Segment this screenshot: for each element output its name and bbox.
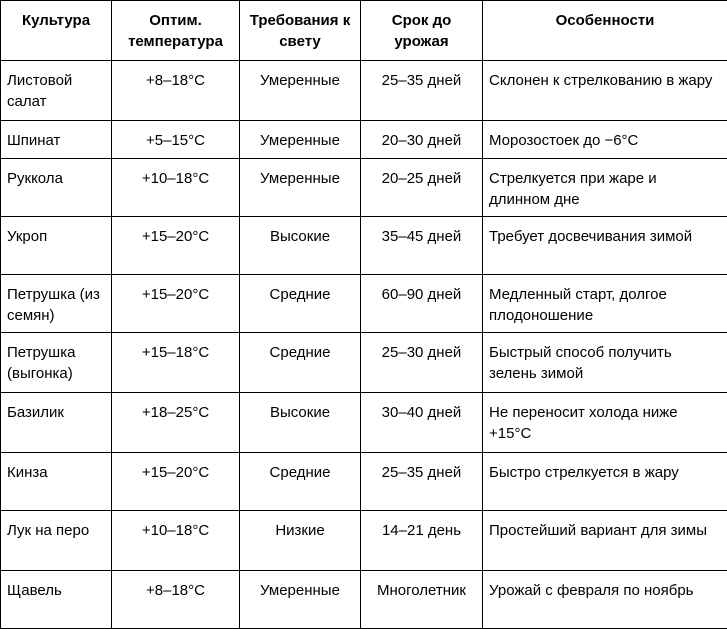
- cell-harvest-time: 30–40 дней: [361, 393, 483, 453]
- cell-light: Низкие: [240, 511, 361, 571]
- cell-features: Не переносит холода ниже +15°C: [483, 393, 727, 453]
- cell-light: Умеренные: [240, 121, 361, 159]
- cell-features: Стрелкуется при жаре и длинном дне: [483, 159, 727, 217]
- cell-harvest-time: 60–90 дней: [361, 275, 483, 333]
- cell-features: Быстро стрелкуется в жару: [483, 453, 727, 511]
- header-row: [1, 1, 727, 61]
- cell-harvest-time: 25–35 дней: [361, 453, 483, 511]
- table-row: [1, 159, 727, 217]
- cell-harvest-time: 14–21 день: [361, 511, 483, 571]
- cell-features: Требует досвечивания зимой: [483, 217, 727, 275]
- table-row: [1, 275, 727, 333]
- cell-features: Простейший вариант для зимы: [483, 511, 727, 571]
- cell-features: Быстрый способ получить зелень зимой: [483, 333, 727, 393]
- cell-features: Медленный старт, долгое плодоношение: [483, 275, 727, 333]
- cell-culture: Петрушка (выгонка): [1, 333, 112, 393]
- cell-light: Высокие: [240, 393, 361, 453]
- cell-harvest-time: 20–30 дней: [361, 121, 483, 159]
- table-row: [1, 333, 727, 393]
- cell-temperature: +15–20°C: [112, 453, 240, 511]
- cell-culture: Шпинат: [1, 121, 112, 159]
- cell-temperature: +10–18°C: [112, 159, 240, 217]
- cell-culture: Листовой салат: [1, 61, 112, 121]
- cell-culture: Кинза: [1, 453, 112, 511]
- cell-harvest-time: 25–35 дней: [361, 61, 483, 121]
- cell-features: Склонен к стрелкованию в жару: [483, 61, 727, 121]
- cell-harvest-time: 25–30 дней: [361, 333, 483, 393]
- cell-harvest-time: 35–45 дней: [361, 217, 483, 275]
- cell-temperature: +5–15°C: [112, 121, 240, 159]
- cell-temperature: +15–18°C: [112, 333, 240, 393]
- cell-culture: Щавель: [1, 571, 112, 629]
- cell-temperature: +8–18°C: [112, 571, 240, 629]
- cell-temperature: +8–18°C: [112, 61, 240, 121]
- header-temperature: Оптим. температура: [112, 1, 240, 61]
- table-row: [1, 61, 727, 121]
- cell-light: Умеренные: [240, 159, 361, 217]
- cell-features: Морозостоек до −6°C: [483, 121, 727, 159]
- cell-light: Высокие: [240, 217, 361, 275]
- cell-light: Умеренные: [240, 61, 361, 121]
- cell-temperature: +10–18°C: [112, 511, 240, 571]
- cell-temperature: +15–20°C: [112, 275, 240, 333]
- header-features: Особенности: [483, 1, 727, 61]
- table-row: [1, 217, 727, 275]
- table-row: [1, 511, 727, 571]
- cell-temperature: +15–20°C: [112, 217, 240, 275]
- cell-light: Умеренные: [240, 571, 361, 629]
- table-row: [1, 453, 727, 511]
- cell-culture: Петрушка (из семян): [1, 275, 112, 333]
- table-row: [1, 571, 727, 629]
- table-row: [1, 121, 727, 159]
- cell-harvest-time: 20–25 дней: [361, 159, 483, 217]
- cell-light: Средние: [240, 275, 361, 333]
- header-harvest-time: Срок до урожая: [361, 1, 483, 61]
- cell-light: Средние: [240, 453, 361, 511]
- cell-light: Средние: [240, 333, 361, 393]
- cell-culture: Укроп: [1, 217, 112, 275]
- cell-features: Урожай с февраля по ноябрь: [483, 571, 727, 629]
- cell-temperature: +18–25°C: [112, 393, 240, 453]
- cell-culture: Руккола: [1, 159, 112, 217]
- header-culture: Культура: [1, 1, 112, 61]
- table-row: [1, 393, 727, 453]
- cell-culture: Базилик: [1, 393, 112, 453]
- header-light: Требования к свету: [240, 1, 361, 61]
- cell-culture: Лук на перо: [1, 511, 112, 571]
- cell-harvest-time: Многолетник: [361, 571, 483, 629]
